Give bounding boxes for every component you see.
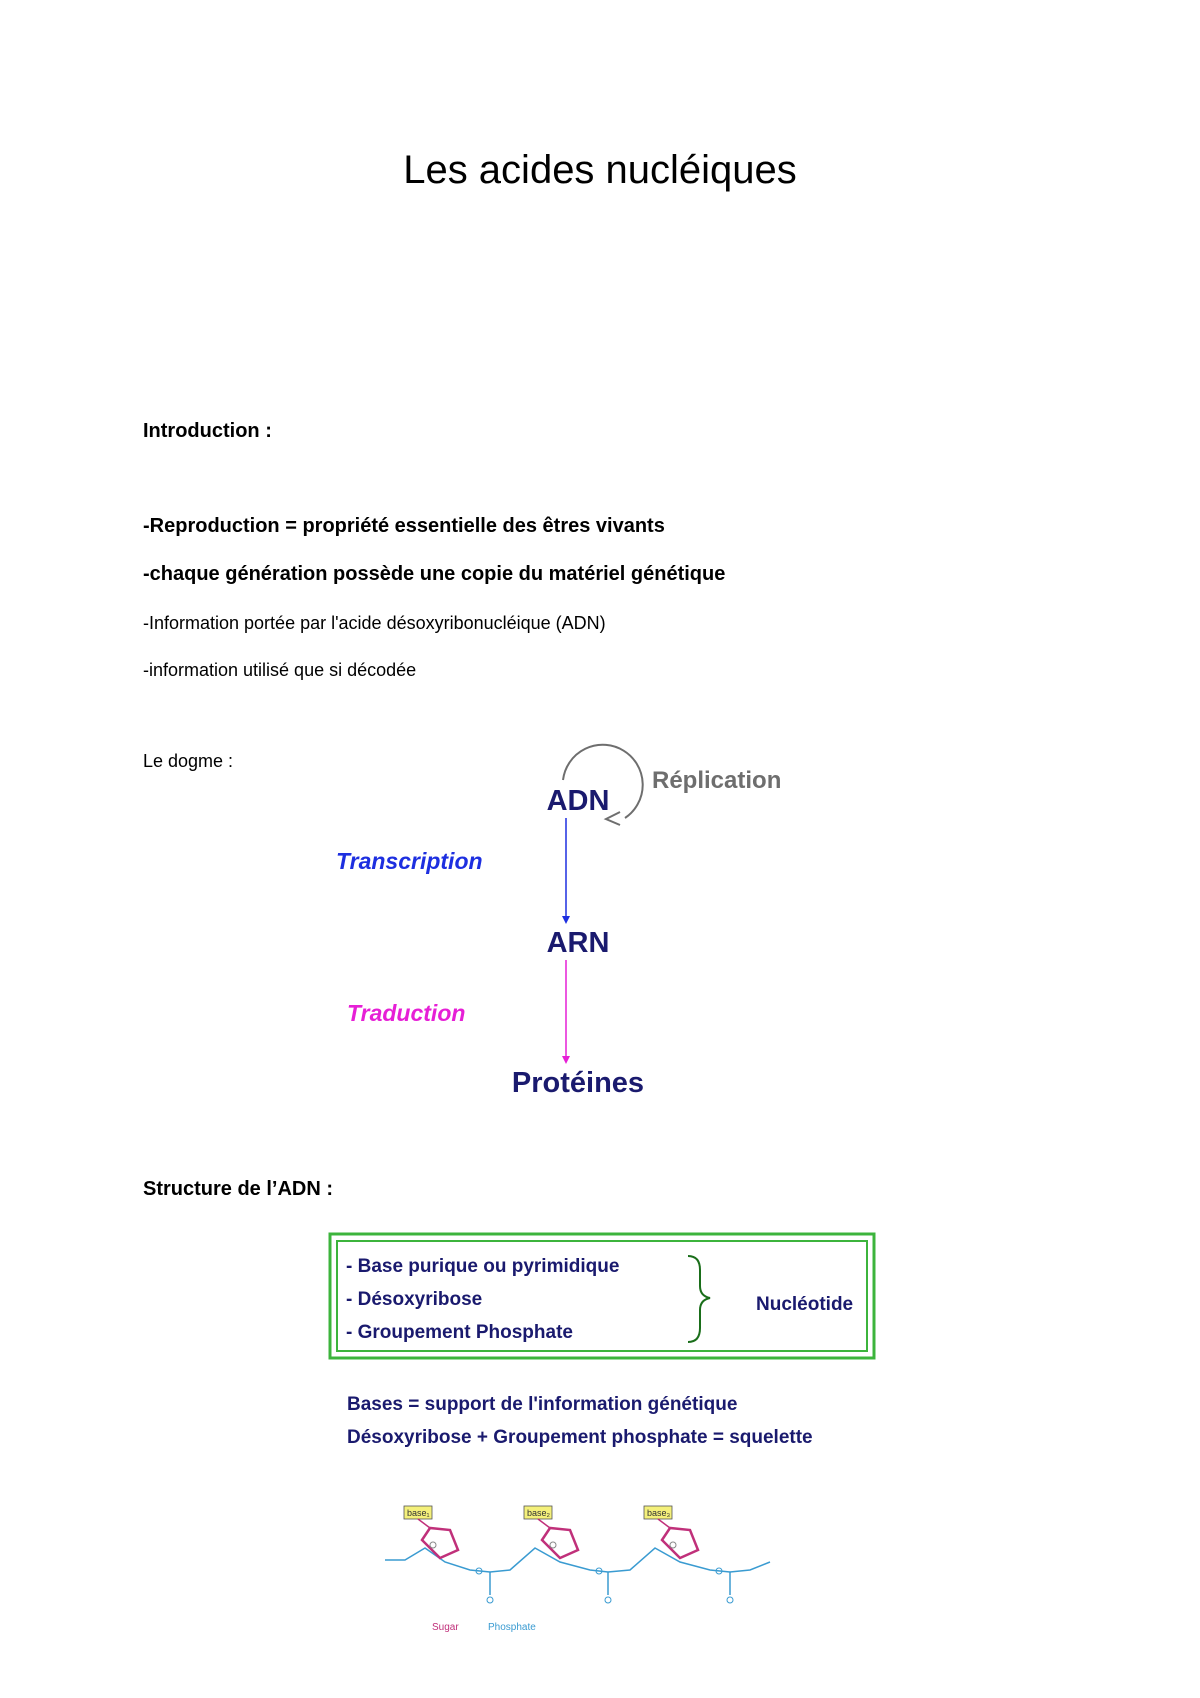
arn-node: ARN [546,927,610,959]
sugar-ring-3 [662,1528,698,1558]
base-2-link [538,1519,550,1528]
note-line-2: Désoxyribose + Groupement phosphate = squelette [347,1427,813,1448]
intro-line-2: -chaque génération possède une copie du matériel génétique [143,563,726,585]
page-title: Les acides nucléiques [403,148,797,192]
backbone-line [385,1548,770,1572]
introduction-heading: Introduction : [143,420,272,442]
dogme-label: Le dogme : [143,751,234,771]
ring-oxygen-1 [430,1542,436,1548]
transcription-arrowhead-icon [562,916,570,924]
intro-line-3: -Information portée par l'acide désoxyribonucléique (ADN) [143,613,606,633]
transcription-label: Transcription [336,848,483,874]
base-3-link [658,1519,670,1528]
nucleotide-box [328,1232,876,1360]
traduction-arrowhead-icon [562,1056,570,1064]
base-2-label: base₂ [527,1508,551,1518]
ring-oxygen-2 [550,1542,556,1548]
dna-strand-diagram [380,1500,820,1640]
base-1-link [418,1519,430,1528]
intro-line-4: -information utilisé que si décodée [143,660,417,680]
adn-node: ADN [546,785,610,817]
box-item-2: - Désoxyribose [346,1289,483,1310]
base-1-label: base₁ [407,1508,430,1518]
phosphate-2-o2 [605,1597,611,1603]
central-dogma-diagram [320,730,820,1110]
phosphate-label: Phosphate [488,1622,536,1633]
phosphate-3-o2 [727,1597,733,1603]
proteines-node: Protéines [511,1067,645,1099]
base-3-label: base₃ [647,1508,671,1518]
phosphate-1-o2 [487,1597,493,1603]
intro-line-1: -Reproduction = propriété essentielle des êtres vivants [143,515,665,537]
note-line-1: Bases = support de l'information génétique [347,1394,738,1415]
sugar-ring-1 [422,1528,458,1558]
structure-heading: Structure de l’ADN : [143,1178,334,1200]
sugar-label: Sugar [432,1622,459,1633]
box-item-1: - Base purique ou pyrimidique [346,1256,620,1277]
box-item-3: - Groupement Phosphate [346,1322,573,1343]
ring-oxygen-3 [670,1542,676,1548]
sugar-ring-2 [542,1528,578,1558]
box-result-nucleotide: Nucléotide [756,1294,854,1315]
traduction-label: Traduction [347,1000,466,1026]
replication-label: Réplication [652,767,782,794]
